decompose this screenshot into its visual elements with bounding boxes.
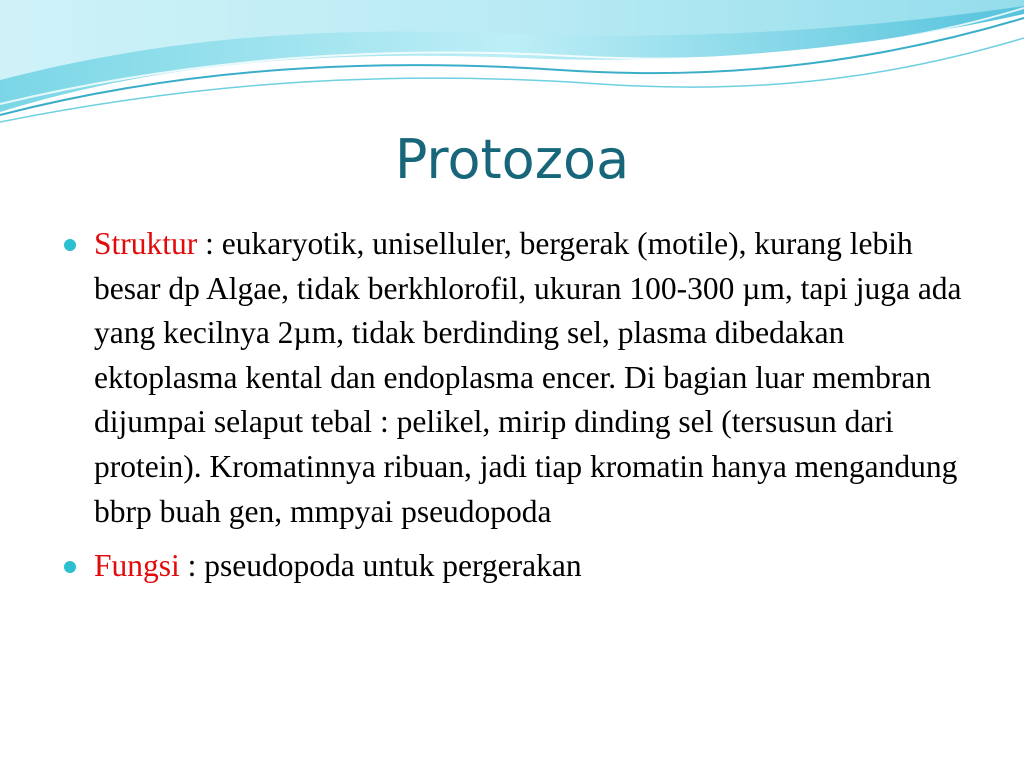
bullet-dot-icon: [64, 239, 76, 251]
bullet-item-struktur: [62, 222, 982, 534]
bullet-item-fungsi: [62, 544, 982, 589]
bullet-list: [62, 222, 982, 599]
bullet-text: : pseudopoda untuk pergerakan: [179, 548, 582, 584]
bullet-term: Struktur: [94, 226, 198, 261]
header-wave-decoration: [0, 0, 1024, 130]
bullet-dot-icon: [64, 561, 76, 573]
bullet-term: Fungsi: [94, 548, 180, 584]
slide-title: Protozoa: [394, 128, 630, 191]
bullet-text: : eukaryotik, uniselluler, bergerak (motile), kurang lebih besar dp Algae, tidak berkhlorofil, ukuran 100-300 µm, tapi juga ada yang kecilnya 2µm, tidak berdinding sel, plasma dibedakan ektoplasma kental dan endoplasma encer. Di bagian luar membran dijumpai selaput tebal : pelikel, mirip dinding sel (tersusun dari protein). Kromatinnya ribuan, jadi tiap kromatin hanya mengandung bbrp buah gen, mmpyai pseudopoda: [94, 226, 962, 529]
